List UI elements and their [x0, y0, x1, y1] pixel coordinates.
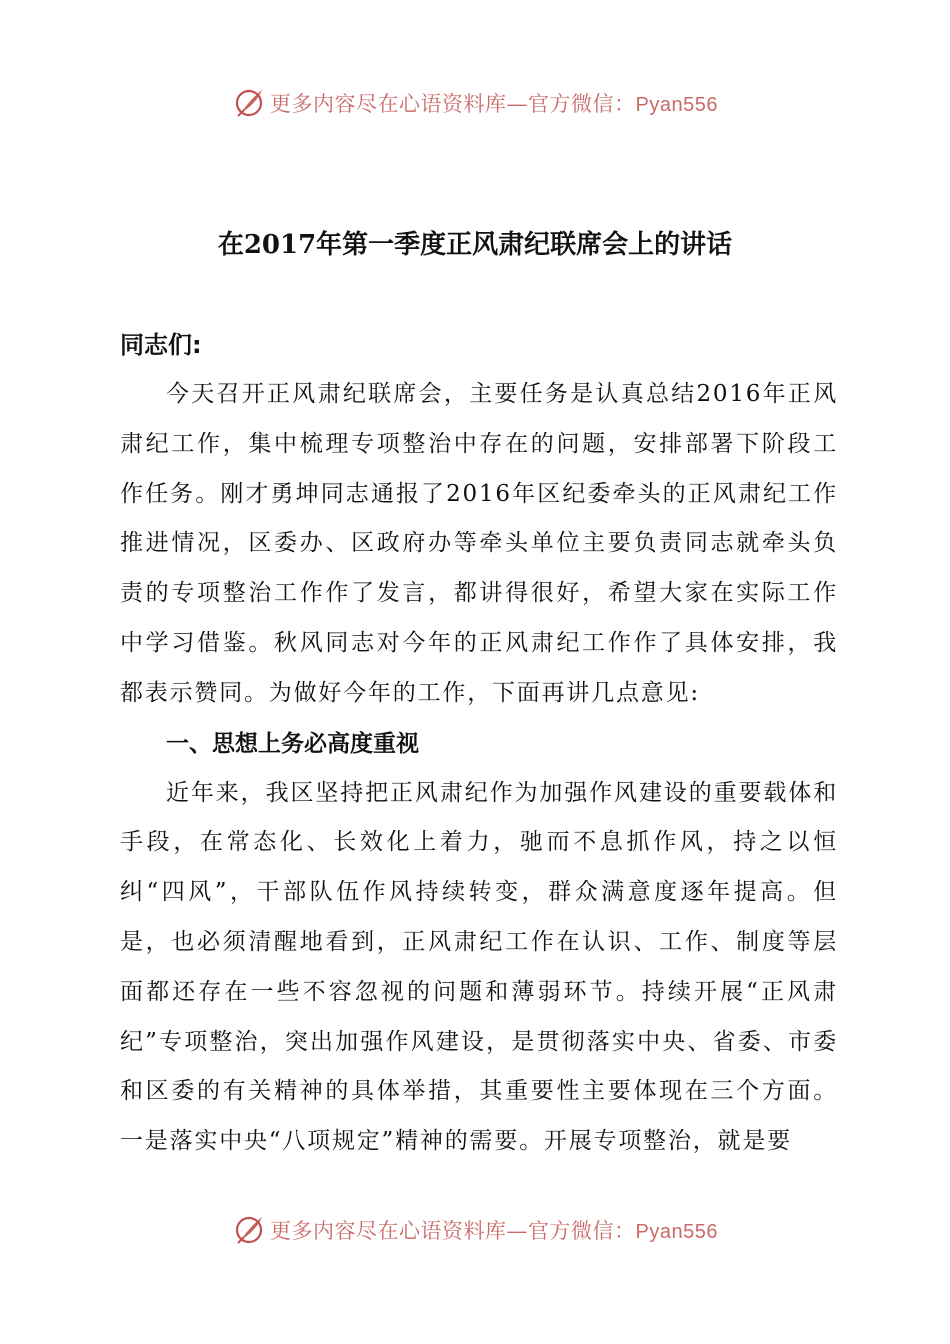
watermark-text: 更多内容尽在心语资料库—官方微信：Pyan556	[270, 92, 718, 116]
wechat-id: Pyan556	[635, 94, 718, 116]
salutation: 同志们:	[120, 331, 202, 359]
quill-pen-logo-icon	[232, 1213, 266, 1247]
footer-watermark	[0, 1210, 950, 1250]
section-heading-1: 一、思想上务必高度重视	[166, 730, 419, 757]
wechat-id: Pyan556	[635, 1221, 718, 1243]
document-body	[120, 320, 838, 1167]
paragraph-opening: 今天召开正风肃纪联席会，主要任务是认真总结2016年正风肃纪工作，集中梳理专项整治中存在的问题，安排部署下阶段工作任务。刚才勇坤同志通报了2016年区纪委牵头的正风肃纪工作推进情况，区委办、区政府办等牵头单位主要负责同志就牵头负责的专项整治工作作了发言，都讲得很好，希望大家在实际工作中学习借鉴。秋风同志对今年的正风肃纪工作作了具体安排，我都表示赞同。为做好今年的工作，下面再讲几点意见:	[120, 381, 838, 706]
header-watermark	[0, 83, 950, 123]
watermark-text: 更多内容尽在心语资料库—官方微信：Pyan556	[270, 1219, 718, 1243]
paragraph-section-1: 近年来，我区坚持把正风肃纪作为加强作风建设的重要载体和手段，在常态化、长效化上着力，驰而不息抓作风，持之以恒纠“四风”，干部队伍作风持续转变，群众满意度逐年提高。但是，也必须清醒地看到，正风肃纪工作在认识、工作、制度等层面都还存在一些不容忽视的问题和薄弱环节。持续开展“正风肃纪”专项整治，突出加强作风建设，是贯彻落实中央、省委、市委和区委的有关精神的具体举措，其重要性主要体现在三个方面。一是落实中央“八项规定”精神的需要。开展专项整治，就是要	[120, 779, 838, 1155]
quill-pen-logo-icon	[232, 86, 266, 120]
document-title: 在2017年第一季度正风肃纪联席会上的讲话	[217, 230, 733, 260]
